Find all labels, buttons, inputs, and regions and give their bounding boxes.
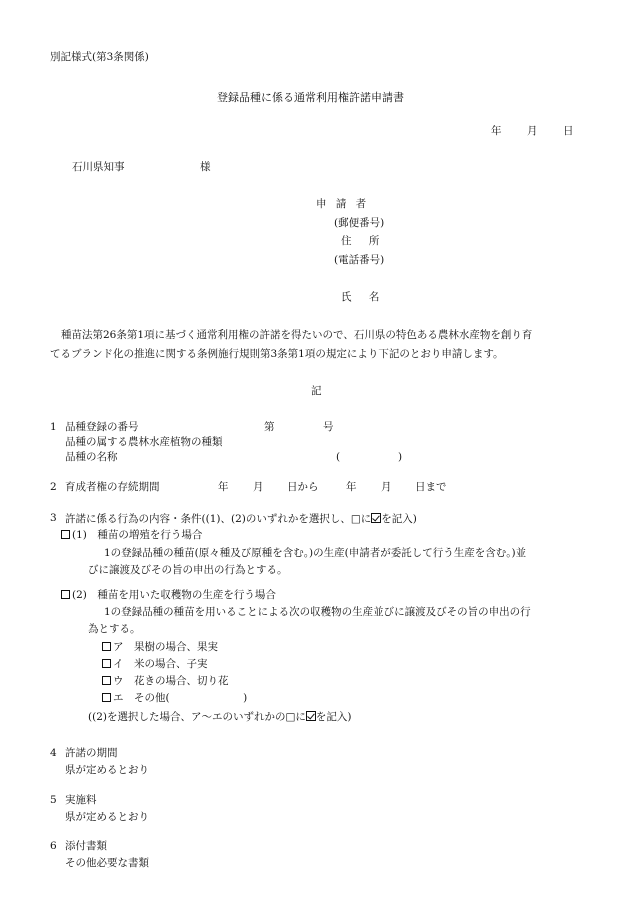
registration-number-go: 号 — [323, 421, 334, 433]
checkmark-icon — [306, 711, 316, 721]
attachments-label: 添付書類 — [65, 840, 107, 852]
ki-heading: 記 — [311, 385, 322, 397]
section-3-heading-text: 許諾に係る行為の内容・条件((1)、(2)のいずれかを選択し、□に — [65, 513, 372, 525]
section-2-number: 2 — [50, 481, 57, 493]
variety-name-paren-close: ) — [398, 451, 403, 463]
applicant-postal: (郵便番号) — [334, 217, 385, 229]
option-1-text-2: びに譲渡及びその旨の申出の行為とする。 — [88, 564, 288, 576]
sub-option-e — [102, 693, 247, 704]
registration-number-label: 品種登録の番号 — [65, 421, 139, 433]
end-month: 月 — [381, 481, 392, 493]
section-3-number: 3 — [50, 512, 57, 524]
applicant-phone: (電話番号) — [334, 254, 385, 266]
sub-option-a — [102, 642, 218, 653]
start-month: 月 — [253, 481, 264, 493]
variety-name-label: 品種の名称 — [65, 451, 118, 463]
applicant-heading: 申 請 者 — [316, 198, 367, 210]
sub-option-u — [102, 676, 229, 687]
section-3-heading — [65, 513, 417, 525]
license-period-label: 許諾の期間 — [65, 747, 118, 759]
date-year: 年 — [491, 125, 502, 137]
option-2-checkbox[interactable] — [61, 590, 70, 599]
option-1 — [61, 530, 202, 541]
intro-line-2: てるブランド化の推進に関する条例施行規則第3条第1項の規定により下記のとおり申請します。 — [50, 348, 504, 360]
sub-option-u-label: ウ 花きの場合、切り花 — [113, 675, 229, 687]
section-4-number: 4 — [50, 747, 57, 759]
end-year: 年 — [346, 481, 357, 493]
license-period-text: 県が定めるとおり — [65, 764, 149, 776]
addressee-honorific: 様 — [200, 161, 211, 173]
species-label: 品種の属する農林水産植物の種類 — [65, 436, 223, 448]
end-day: 日まで — [415, 481, 447, 493]
option-1-checkbox[interactable] — [61, 530, 70, 539]
section-3-note-text: ((2)を選択した場合、ア～エのいずれかの□に — [88, 711, 306, 723]
section-6-number: 6 — [50, 840, 57, 852]
addressee-name: 石川県知事 — [72, 161, 125, 173]
sub-option-e-checkbox[interactable] — [102, 693, 111, 702]
option-1-label: (1) 種苗の増殖を行う場合 — [72, 529, 203, 541]
applicant-address: 住 所 — [341, 235, 380, 247]
attachments-text: その他必要な書類 — [65, 857, 149, 869]
applicant-name: 氏 名 — [341, 291, 380, 303]
section-5-number: 5 — [50, 794, 57, 806]
variety-name-paren-open: ( — [336, 451, 341, 463]
intro-line-1: 種苗法第26条第1項に基づく通常利用権の許諾を得たいので、石川県の特色ある農林水産物を創り育 — [61, 329, 533, 341]
section-1-number: 1 — [50, 421, 57, 433]
option-2 — [61, 590, 276, 601]
form-label: 別記様式(第3条関係) — [50, 51, 149, 63]
sub-option-a-checkbox[interactable] — [102, 642, 111, 651]
option-2-label: (2) 種苗を用いた収穫物の生産を行う場合 — [72, 589, 276, 601]
date-day: 日 — [563, 125, 574, 137]
checkmark-icon — [371, 513, 381, 523]
breeder-right-label: 育成者権の存続期間 — [65, 481, 160, 493]
start-day: 日から — [287, 481, 319, 493]
section-3-note — [88, 711, 352, 723]
document-title: 登録品種に係る通常利用権許諾申請書 — [217, 91, 404, 104]
option-2-text-1: 1の登録品種の種苗を用いることによる次の収穫物の生産並びに譲渡及びその旨の申出の行 — [104, 606, 531, 618]
sub-option-e-label: エ その他( ) — [113, 692, 248, 704]
sub-option-i — [102, 659, 208, 670]
section-3-heading-tail: を記入) — [381, 513, 417, 525]
section-3-note-tail: を記入) — [315, 711, 352, 723]
sub-option-i-checkbox[interactable] — [102, 659, 111, 668]
registration-number-dai: 第 — [264, 421, 275, 433]
sub-option-u-checkbox[interactable] — [102, 676, 111, 685]
sub-option-a-label: ア 果樹の場合、果実 — [113, 641, 218, 653]
date-month: 月 — [527, 125, 538, 137]
sub-option-i-label: イ 米の場合、子実 — [113, 658, 208, 670]
option-2-text-2: 為とする。 — [88, 623, 141, 635]
start-year: 年 — [218, 481, 229, 493]
royalty-text: 県が定めるとおり — [65, 811, 149, 823]
royalty-label: 実施料 — [65, 794, 97, 806]
option-1-text-1: 1の登録品種の種苗(原々種及び原種を含む。)の生産(申請者が委託して行う生産を含む。)並 — [104, 547, 527, 559]
